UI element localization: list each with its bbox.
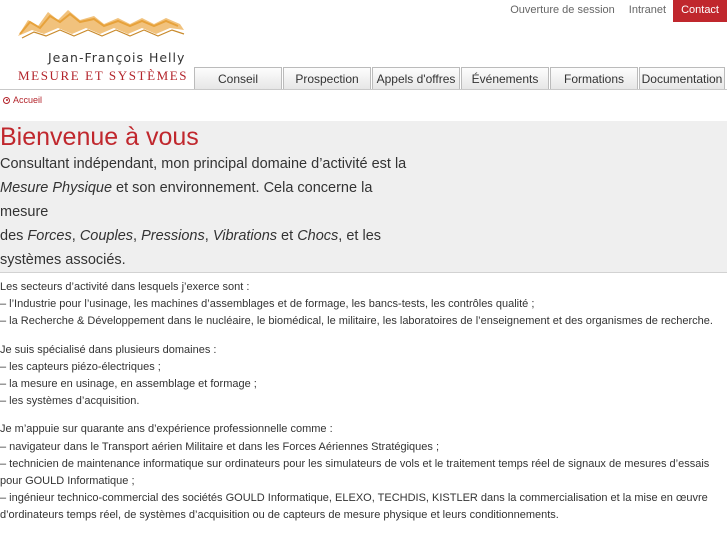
welcome-banner (0, 121, 727, 273)
breadcrumb-home-link[interactable]: Accueil (13, 95, 43, 105)
home-bullet-icon (3, 97, 10, 104)
text-line: – la Recherche & Développement dans le nucléaire, le biomédical, le militaire, les laboratoires de l’enseignement et des organismes de recherche. (0, 315, 713, 328)
text-line: – navigateur dans le Transport aérien Militaire et dans les Forces Aériennes Stratégiques ; (0, 440, 440, 453)
site-logo[interactable] (12, 6, 192, 86)
sectors-paragraph (0, 279, 727, 331)
intro-emphasis: Mesure Physique (0, 180, 113, 196)
intro-emphasis: Couples (79, 228, 134, 244)
tab-prospection[interactable]: Prospection (283, 67, 371, 89)
main-content (0, 279, 727, 536)
text-line: Je m’appuie sur quarante ans d’expérience professionnelle comme : (0, 423, 333, 436)
intro-emphasis: Pressions (141, 228, 205, 244)
tab-evenements[interactable]: Événements (461, 67, 549, 89)
text-line: – les capteurs piézo-électriques ; (0, 360, 161, 373)
logo-name: Jean-François Helly (48, 50, 186, 65)
intro-line: Consultant indépendant, mon principal domaine d’activité est la (0, 156, 407, 172)
contact-link[interactable]: Contact (673, 0, 727, 22)
text-line: – ingénieur technico-commercial des sociétés GOULD Informatique, ELEXO, TECHDIS, KISTLER dans la commercialisation et la mise en œuvre d’ordinateurs temps réel, de systèmes d’acquisition ou de capteurs de mesure physique et leurs conditionnements. (0, 492, 708, 522)
intro-line: , (133, 228, 142, 244)
intro-emphasis: Vibrations (212, 228, 278, 244)
text-line: – la mesure en usinage, en assemblage et formage ; (0, 378, 257, 391)
tab-formations[interactable]: Formations (550, 67, 638, 89)
main-nav (194, 67, 726, 89)
intro-line: , et les (338, 228, 382, 244)
intro-emphasis: Forces (27, 228, 72, 244)
intro-line: et son environnement. Cela concerne la mesure (0, 180, 373, 220)
page-title: Bienvenue à vous (0, 123, 199, 151)
text-line: Je suis spécialisé dans plusieurs domaines : (0, 343, 217, 356)
breadcrumb (3, 95, 42, 105)
intro-line: , (71, 228, 80, 244)
tab-conseil[interactable]: Conseil (194, 67, 282, 89)
logo-brand: MESURE ET SYSTÈMES (18, 68, 189, 83)
intro-line: des (0, 228, 28, 244)
tab-documentation[interactable]: Documentation (639, 67, 725, 89)
experience-paragraph (0, 421, 727, 524)
text-line: Les secteurs d’activité dans lesquels j’exerce sont : (0, 281, 250, 293)
intro-text (0, 152, 420, 272)
intranet-link[interactable]: Intranet (628, 4, 667, 16)
intro-line: systèmes associés. (0, 252, 126, 268)
login-link[interactable]: Ouverture de session (510, 4, 615, 16)
domains-paragraph (0, 342, 727, 411)
nav-divider (0, 89, 727, 90)
text-line: – l’Industrie pour l’usinage, les machines d’assemblages et de formage, les bancs-tests, les contrôles qualité ; (0, 298, 535, 311)
intro-line: et (277, 228, 298, 244)
tab-appels-offres[interactable]: Appels d'offres (372, 67, 460, 89)
intro-line: , (204, 228, 213, 244)
wave-logo-icon (14, 6, 189, 46)
text-line: – technicien de maintenance informatique sur ordinateurs pour les simulateurs de vols et le traitement temps réel de signaux de mesures d’essais pour GOULD Informatique ; (0, 457, 710, 488)
intro-emphasis: Chocs (297, 228, 339, 244)
text-line: – les systèmes d’acquisition. (0, 395, 140, 408)
top-links (503, 0, 727, 22)
